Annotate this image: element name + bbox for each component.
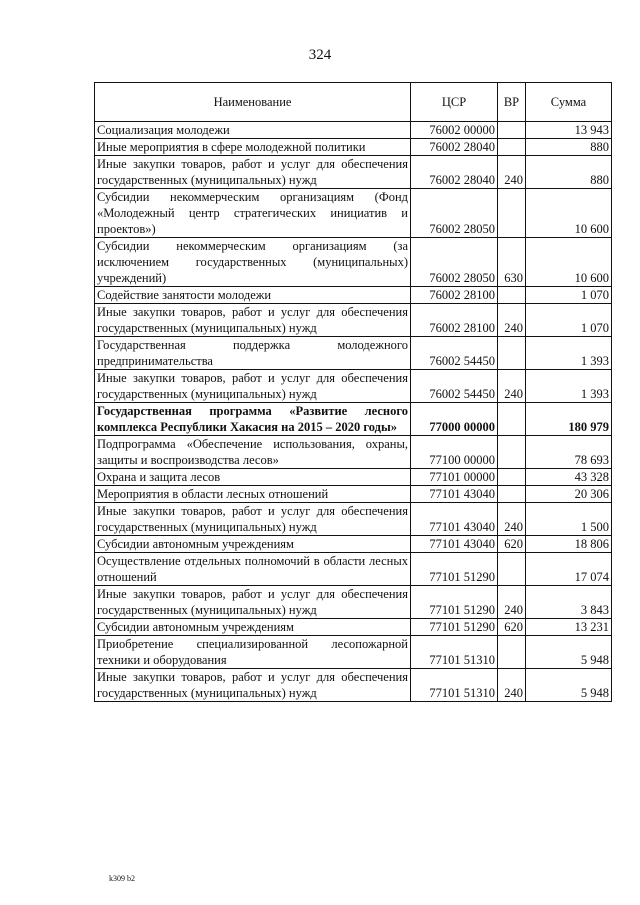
cell-csr: 76002 54450	[411, 337, 498, 370]
cell-name: Субсидии автономным учреждениям	[95, 536, 411, 553]
cell-csr: 76002 28040	[411, 139, 498, 156]
table-body	[95, 122, 612, 702]
cell-vr	[498, 337, 526, 370]
cell-name: Субсидии некоммерческим организациям (за исключением государственных (муниципальных) учреждений)	[95, 238, 411, 287]
cell-csr: 77101 43040	[411, 486, 498, 503]
cell-sum: 1 393	[526, 370, 612, 403]
header-name: Наименование	[95, 83, 411, 122]
cell-name: Иные закупки товаров, работ и услуг для обеспечения государственных (муниципальных) нужд	[95, 156, 411, 189]
cell-sum: 18 806	[526, 536, 612, 553]
cell-csr: 76002 28100	[411, 287, 498, 304]
cell-sum: 13 231	[526, 619, 612, 636]
cell-sum: 43 328	[526, 469, 612, 486]
table-row	[95, 403, 612, 436]
cell-vr	[498, 553, 526, 586]
cell-csr: 77101 00000	[411, 469, 498, 486]
table-row	[95, 156, 612, 189]
cell-name: Государственная поддержка молодежного предпринимательства	[95, 337, 411, 370]
cell-csr: 76002 28050	[411, 238, 498, 287]
cell-csr: 77101 51310	[411, 669, 498, 702]
cell-sum: 880	[526, 139, 612, 156]
cell-vr	[498, 469, 526, 486]
table-row	[95, 669, 612, 702]
table-row	[95, 337, 612, 370]
cell-name: Иные закупки товаров, работ и услуг для обеспечения государственных (муниципальных) нужд	[95, 586, 411, 619]
cell-vr: 620	[498, 536, 526, 553]
header-sum: Сумма	[526, 83, 612, 122]
cell-name: Содействие занятости молодежи	[95, 287, 411, 304]
header-csr: ЦСР	[411, 83, 498, 122]
cell-sum: 3 843	[526, 586, 612, 619]
cell-vr	[498, 636, 526, 669]
cell-csr: 76002 28100	[411, 304, 498, 337]
table-row	[95, 503, 612, 536]
table-row	[95, 536, 612, 553]
table-row	[95, 469, 612, 486]
cell-csr: 77101 43040	[411, 503, 498, 536]
cell-sum: 1 070	[526, 304, 612, 337]
table-row	[95, 370, 612, 403]
cell-sum: 20 306	[526, 486, 612, 503]
cell-name: Осуществление отдельных полномочий в области лесных отношений	[95, 553, 411, 586]
table-row	[95, 486, 612, 503]
table-row	[95, 586, 612, 619]
cell-sum: 180 979	[526, 403, 612, 436]
table-row	[95, 238, 612, 287]
cell-name: Иные закупки товаров, работ и услуг для обеспечения государственных (муниципальных) нужд	[95, 503, 411, 536]
cell-vr: 630	[498, 238, 526, 287]
cell-name: Субсидии автономным учреждениям	[95, 619, 411, 636]
cell-sum: 13 943	[526, 122, 612, 139]
table-row	[95, 619, 612, 636]
cell-name: Мероприятия в области лесных отношений	[95, 486, 411, 503]
budget-table	[94, 82, 612, 702]
cell-vr	[498, 139, 526, 156]
table-row	[95, 436, 612, 469]
cell-vr: 240	[498, 669, 526, 702]
cell-vr	[498, 486, 526, 503]
cell-vr: 240	[498, 304, 526, 337]
table-row	[95, 553, 612, 586]
table-header-row	[95, 83, 612, 122]
cell-csr: 76002 54450	[411, 370, 498, 403]
cell-name: Приобретение специализированной лесопожарной техники и оборудования	[95, 636, 411, 669]
cell-vr: 240	[498, 370, 526, 403]
table-row	[95, 122, 612, 139]
cell-name: Субсидии некоммерческим организациям (Фонд «Молодежный центр стратегических инициатив и проектов»)	[95, 189, 411, 238]
cell-name: Охрана и защита лесов	[95, 469, 411, 486]
cell-sum: 10 600	[526, 189, 612, 238]
cell-name: Иные мероприятия в сфере молодежной политики	[95, 139, 411, 156]
cell-vr: 620	[498, 619, 526, 636]
cell-sum: 5 948	[526, 636, 612, 669]
cell-name: Иные закупки товаров, работ и услуг для обеспечения государственных (муниципальных) нужд	[95, 669, 411, 702]
cell-csr: 77101 43040	[411, 536, 498, 553]
cell-vr: 240	[498, 503, 526, 536]
cell-sum: 1 500	[526, 503, 612, 536]
table-row	[95, 287, 612, 304]
cell-vr: 240	[498, 586, 526, 619]
cell-sum: 10 600	[526, 238, 612, 287]
cell-csr: 76002 28050	[411, 189, 498, 238]
cell-csr: 77101 51310	[411, 636, 498, 669]
cell-sum: 78 693	[526, 436, 612, 469]
page-code: k309 b2	[109, 874, 135, 883]
cell-csr: 77000 00000	[411, 403, 498, 436]
cell-sum: 1 070	[526, 287, 612, 304]
table-row	[95, 139, 612, 156]
cell-csr: 77101 51290	[411, 586, 498, 619]
cell-vr	[498, 436, 526, 469]
cell-csr: 77101 51290	[411, 553, 498, 586]
cell-sum: 880	[526, 156, 612, 189]
cell-name: Социализация молодежи	[95, 122, 411, 139]
cell-vr	[498, 403, 526, 436]
cell-csr: 77101 51290	[411, 619, 498, 636]
header-vr: ВР	[498, 83, 526, 122]
cell-vr	[498, 189, 526, 238]
table-row	[95, 636, 612, 669]
cell-sum: 5 948	[526, 669, 612, 702]
page-number: 324	[308, 47, 332, 63]
cell-name: Государственная программа «Развитие лесного комплекса Республики Хакасия на 2015 – 2020 годы»	[95, 403, 411, 436]
cell-sum: 1 393	[526, 337, 612, 370]
cell-vr: 240	[498, 156, 526, 189]
cell-name: Иные закупки товаров, работ и услуг для обеспечения государственных (муниципальных) нужд	[95, 370, 411, 403]
table-row	[95, 189, 612, 238]
cell-name: Подпрограмма «Обеспечение использования, охраны, защиты и воспроизводства лесов»	[95, 436, 411, 469]
cell-vr	[498, 287, 526, 304]
cell-csr: 76002 00000	[411, 122, 498, 139]
cell-csr: 76002 28040	[411, 156, 498, 189]
cell-vr	[498, 122, 526, 139]
cell-csr: 77100 00000	[411, 436, 498, 469]
table-row	[95, 304, 612, 337]
cell-name: Иные закупки товаров, работ и услуг для обеспечения государственных (муниципальных) нужд	[95, 304, 411, 337]
cell-sum: 17 074	[526, 553, 612, 586]
